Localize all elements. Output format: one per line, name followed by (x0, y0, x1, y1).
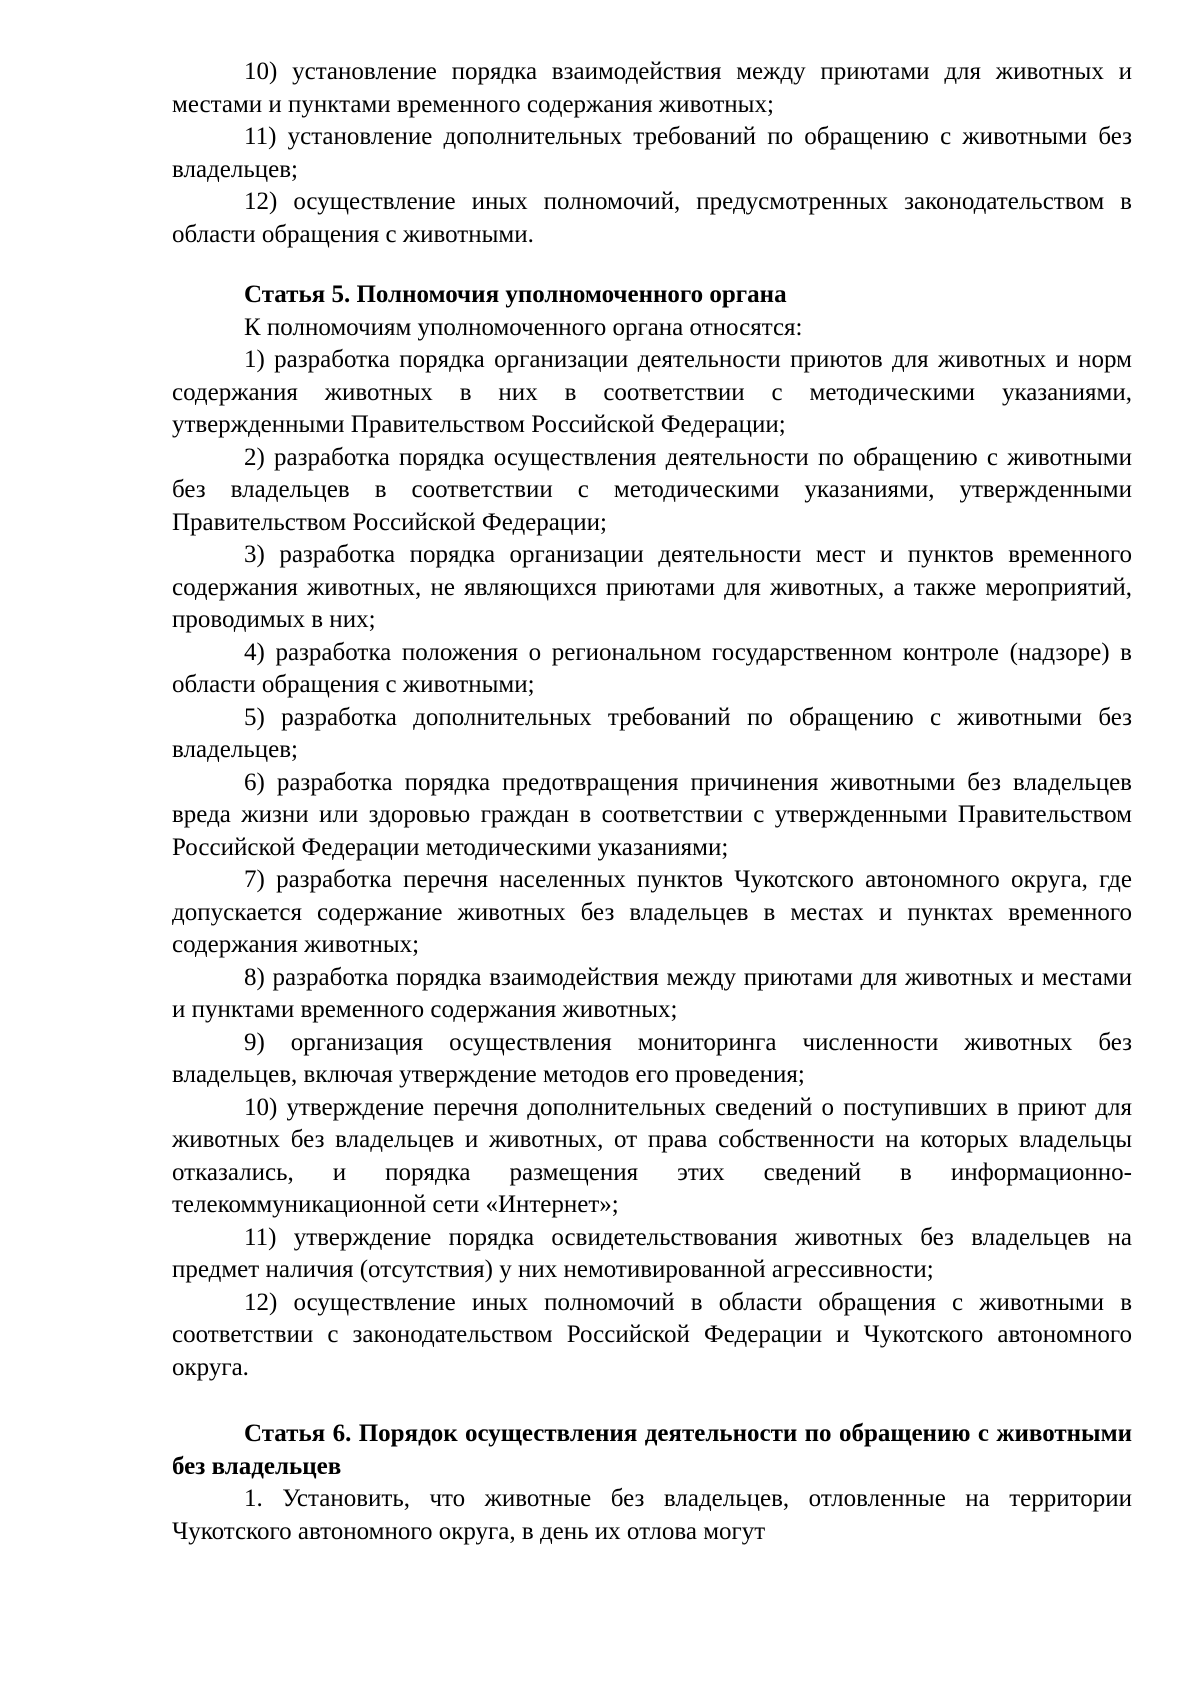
list-item: 1) разработка порядка организации деятельности приютов для животных и норм содержания животных в них в соответствии с методическими указаниями, утвержденными Правительством Российской Федерации; (172, 346, 1132, 438)
list-item: 11) утверждение порядка освидетельствования животных без владельцев на предмет наличия (отсутствия) у них немотивированной агрессивности; (172, 1223, 1132, 1283)
article-5 (172, 279, 1132, 1384)
list-item: 12) осуществление иных полномочий в области обращения с животными в соответствии с законодательством Российской Федерации и Чукотского автономного округа. (172, 1288, 1132, 1381)
list-item: 9) организация осуществления мониторинга численности животных без владельцев, включая утверждение методов его проведения; (172, 1028, 1132, 1088)
list-item: 10) утверждение перечня дополнительных сведений о поступивших в приют для животных без владельцев и животных, от права собственности на которых владельцы отказались, и порядка размещения этих сведений в информационно-телекоммуникационной сети «Интернет»; (172, 1093, 1132, 1218)
list-item: 10) установление порядка взаимодействия между приютами для животных и местами и пунктами временного содержания животных; (172, 58, 1132, 118)
list-item: 7) разработка перечня населенных пунктов Чукотского автономного округа, где допускается содержание животных без владельцев в местах и пунктах временного содержания животных; (172, 866, 1132, 958)
list-item: 8) разработка порядка взаимодействия между приютами для животных и местами и пунктами временного содержания животных; (172, 963, 1132, 1023)
article-5-intro: К полномочиям уполномоченного органа относятся: (244, 313, 803, 341)
list-item: 11) установление дополнительных требований по обращению с животными без владельцев; (172, 123, 1132, 183)
article-6-heading: Статья 6. Порядок осуществления деятельности по обращению с животными без владельцев (172, 1420, 1132, 1480)
list-item: 12) осуществление иных полномочий, предусмотренных законодательством в области обращения с животными. (172, 188, 1132, 248)
article-5-heading: Статья 5. Полномочия уполномоченного органа (244, 281, 787, 308)
list-item: 4) разработка положения о региональном государственном контроле (надзоре) в области обращения с животными; (172, 638, 1132, 698)
list-item: 1. Установить, что животные без владельцев, отловленные на территории Чукотского автономного округа, в день их отлова могут (172, 1485, 1132, 1545)
continuation-list (172, 56, 1132, 251)
article-6 (172, 1418, 1132, 1548)
list-item: 3) разработка порядка организации деятельности мест и пунктов временного содержания животных, не являющихся приютами для животных, а также мероприятий, проводимых в них; (172, 541, 1132, 633)
list-item: 6) разработка порядка предотвращения причинения животными без владельцев вреда жизни или здоровью граждан в соответствии с утвержденными Правительством Российской Федерации методическими указаниями; (172, 768, 1132, 861)
list-item: 5) разработка дополнительных требований по обращению с животными без владельцев; (172, 703, 1132, 763)
document-page (172, 56, 1132, 1548)
list-item: 2) разработка порядка осуществления деятельности по обращению с животными без владельцев в соответствии с методическими указаниями, утвержденными Правительством Российской Федерации; (172, 443, 1132, 536)
